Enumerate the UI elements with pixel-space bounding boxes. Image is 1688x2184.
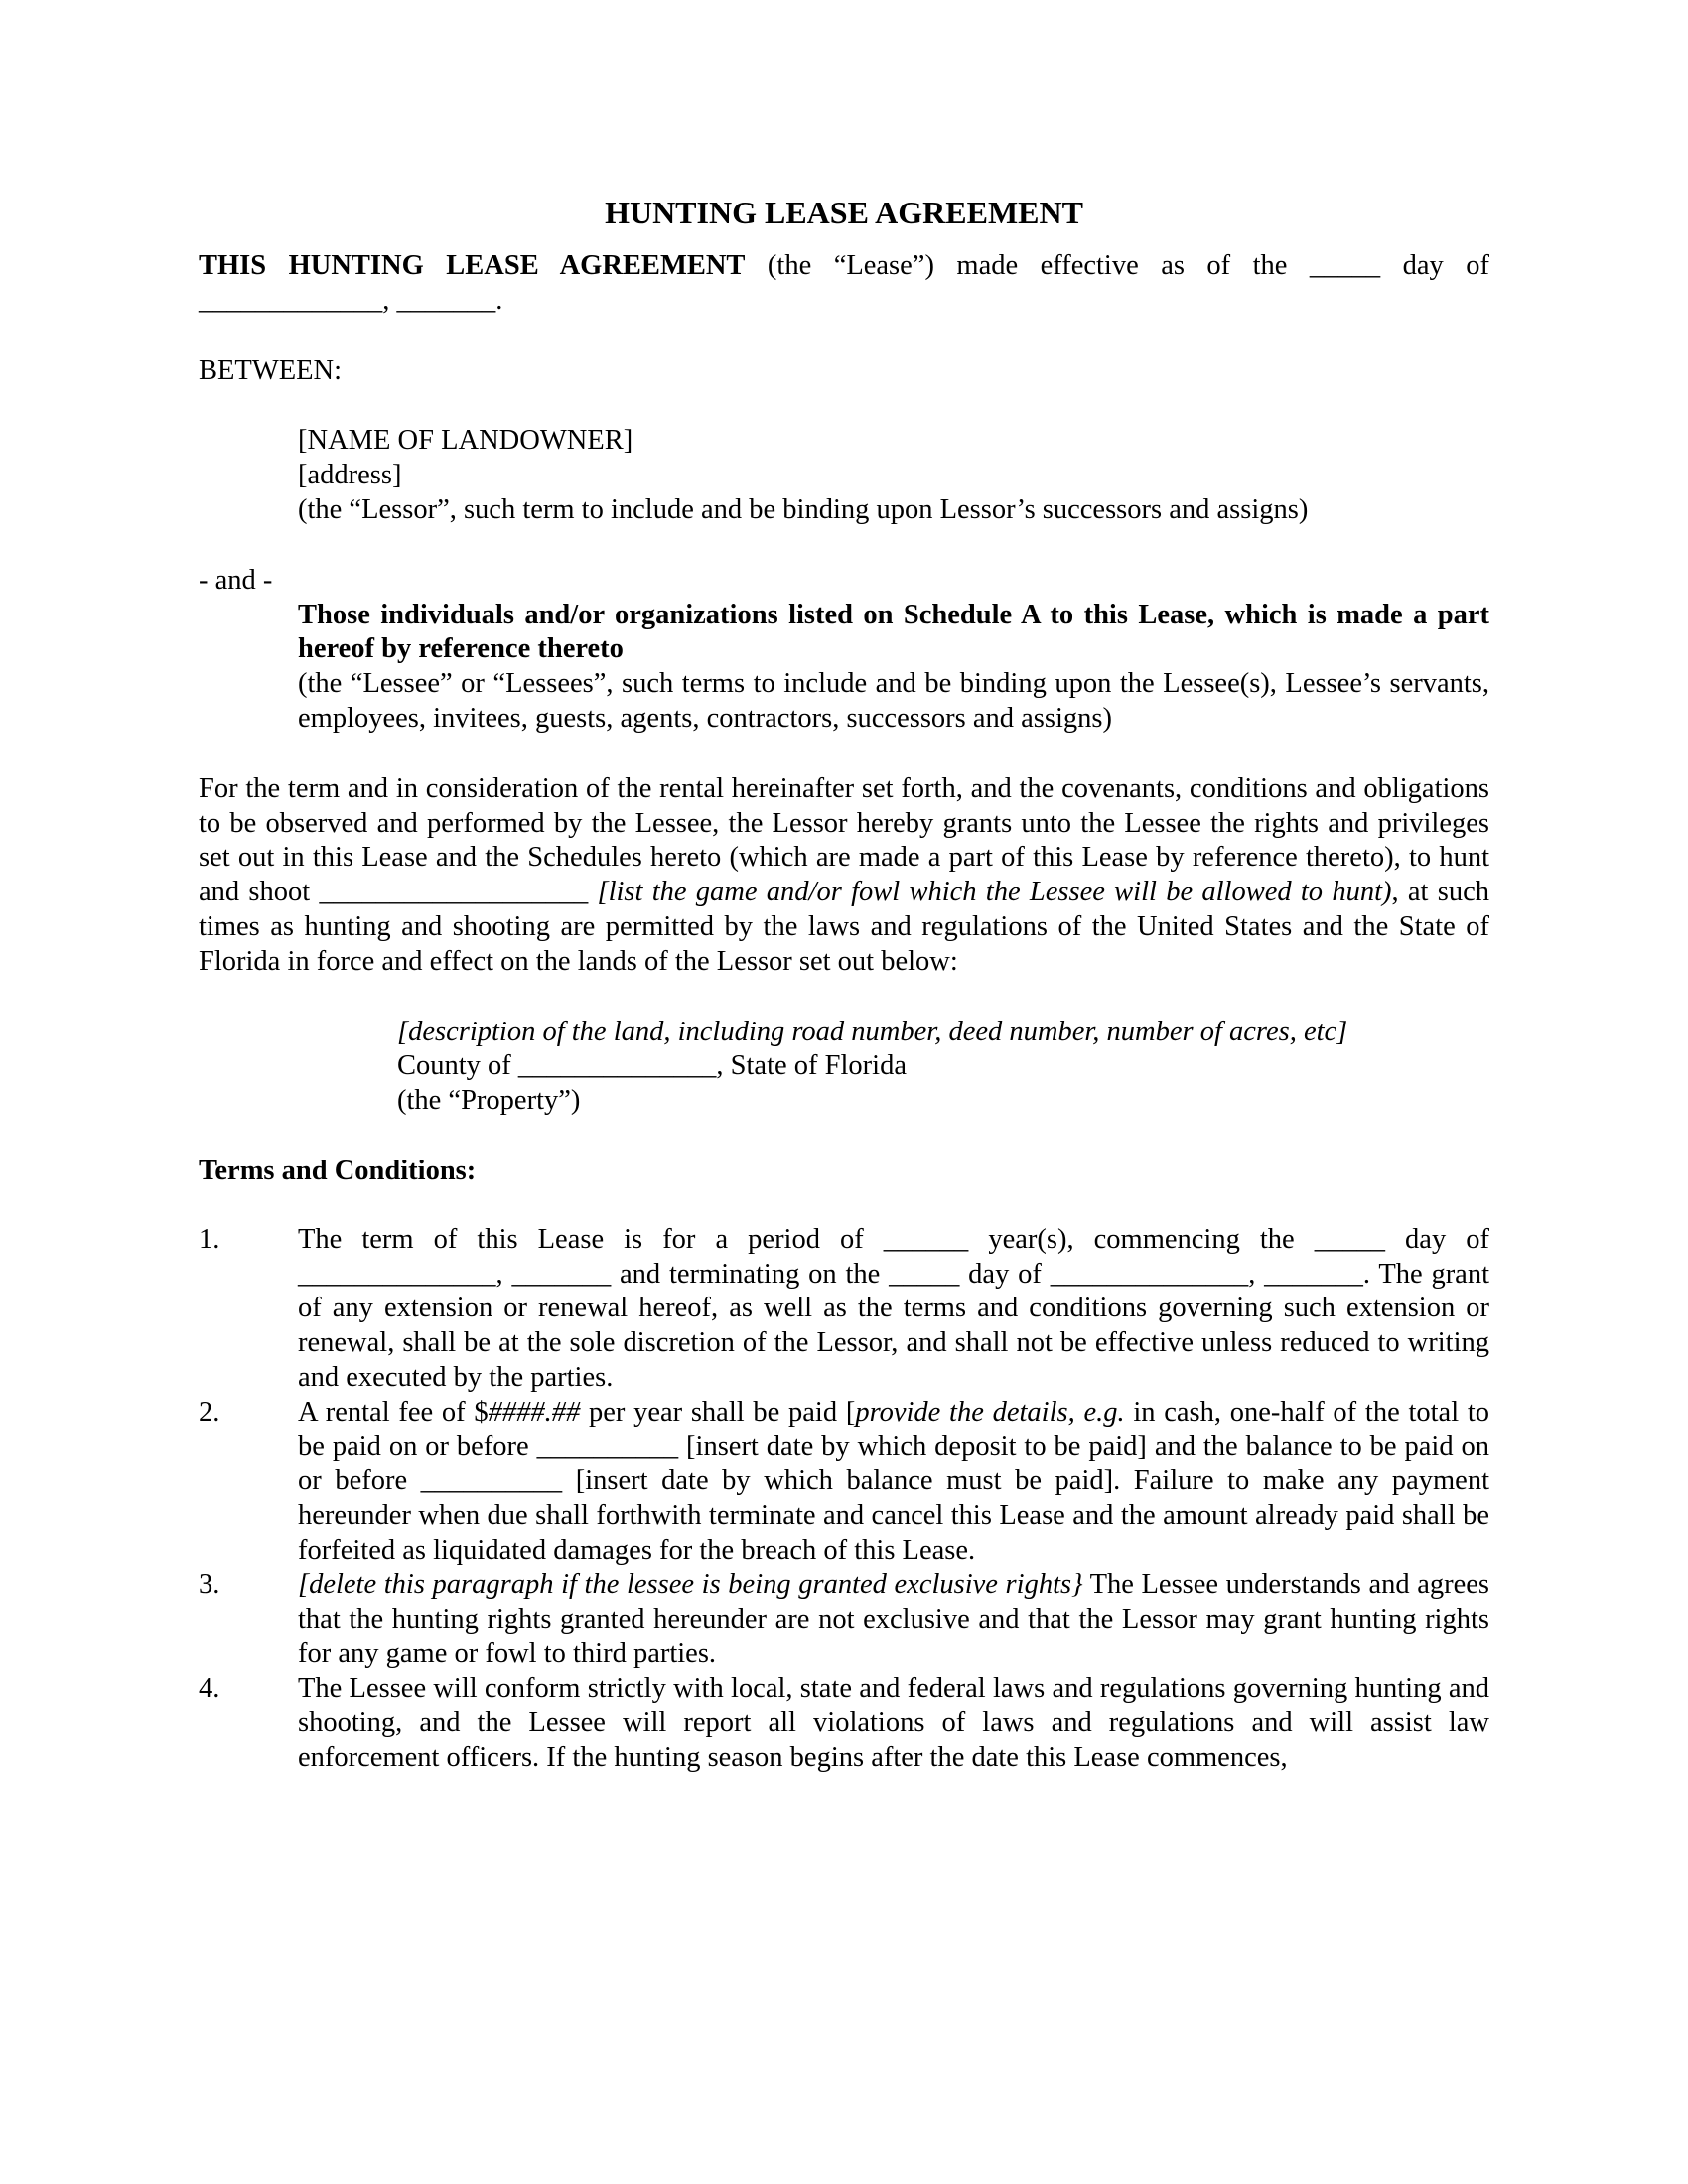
clause-1: [199, 1223, 1489, 1396]
clause-2-part1: A rental fee of $: [298, 1396, 489, 1428]
intro-rest: (the “Lease”) made effective as of the _____ day of _____________, _______.: [199, 250, 1489, 316]
grant-part1: For the term and in consideration of the rental hereinafter set forth, and the covenants, conditions and obligations to be observed and performed by the Lessee, the Lessor hereby grants unto the Lessee the rights and privileges set out in this Lease and the Schedules hereto (which are made a part of this Lease by reference thereto), to hunt and shoot ___________________: [199, 772, 1489, 908]
clause-2-italic: provide the details, e.g.: [855, 1396, 1125, 1428]
clause-2: [199, 1396, 1489, 1569]
grant-italic: [list the game and/or fowl which the Lessee will be allowed to hunt): [597, 877, 1392, 908]
clause-2-amount: ####.##: [488, 1396, 581, 1428]
clause-2-part3: in cash, one-half of the total to be paid on or before __________ [insert date by which deposit to be paid] and the balance to be paid on or before __________ [insert date by which balance must be paid]. Failure to make any payment hereunder when due shall forthwith terminate and cancel this Lease and the amount already paid shall be forfeited as liquidated damages for the breach of this Lease.: [298, 1396, 1490, 1566]
intro-bold: THIS HUNTING LEASE AGREEMENT: [199, 250, 746, 281]
and-separator: - and -: [199, 564, 273, 596]
between-label: BETWEEN:: [199, 354, 343, 386]
grant-paragraph: [199, 772, 1489, 980]
clause-3-number: 3.: [199, 1569, 220, 1600]
property-block: [397, 1016, 1489, 1119]
clause-1-number: 1.: [199, 1223, 220, 1255]
lessor-name: [NAME OF LANDOWNER]: [298, 425, 633, 457]
intro-paragraph: [199, 249, 1489, 319]
document-page: [199, 194, 1489, 1775]
clause-1-text: The term of this Lease is for a period of ______ year(s), commencing the _____ day of ______________, _______ and terminating on the _____ day of ______________, _______. The grant of any extension or renewal hereof, as well as the terms and conditions governing such extension or renewal, shall be at the sole discretion of the Lessor, and shall not be effective unless reduced to writing and executed by the parties.: [298, 1223, 1489, 1393]
clause-3: [199, 1569, 1489, 1672]
lessee-bold: Those individuals and/or organizations listed on Schedule A to this Lease, which is made a part hereof by reference thereto: [298, 599, 1489, 665]
clause-2-part2: per year shall be paid [: [580, 1396, 856, 1428]
lessor-address: [address]: [298, 460, 402, 491]
lessee-block: [298, 599, 1489, 737]
clause-3-italic: [delete this paragraph if the lessee is being granted exclusive rights}: [298, 1569, 1083, 1600]
clause-4: [199, 1672, 1489, 1775]
clause-4-number: 4.: [199, 1673, 220, 1705]
lessor-definition: (the “Lessor”, such term to include and be binding upon Lessor’s successors and assigns): [298, 493, 1309, 525]
clause-2-number: 2.: [199, 1396, 220, 1428]
property-definition: (the “Property”): [397, 1085, 581, 1117]
property-description: [description of the land, including road number, deed number, number of acres, etc]: [397, 1016, 1348, 1047]
lessee-definition: (the “Lessee” or “Lessees”, such terms to include and be binding upon the Lessee(s), Lessee’s servants, employees, invitees, guests, agents, contractors, successors and assigns): [298, 668, 1489, 734]
clause-3-text: The Lessee understands and agrees that the hunting rights granted hereunder are not exclusive and that the Lessor may grant hunting rights for any game or fowl to third parties.: [298, 1569, 1489, 1670]
grant-part2: , at such times as hunting and shooting are permitted by the laws and regulations of the United States and the State of Florida in force and effect on the lands of the Lessor set out below:: [199, 877, 1489, 977]
property-county: County of ______________, State of Florida: [397, 1050, 907, 1082]
clause-4-text: The Lessee will conform strictly with local, state and federal laws and regulations governing hunting and shooting, and the Lessee will report all violations of laws and regulations and will assist law enforcement officers. If the hunting season begins after the date this Lease commences,: [298, 1673, 1489, 1773]
lessor-block: [298, 424, 1489, 527]
terms-heading: Terms and Conditions:: [199, 1155, 477, 1186]
document-title: HUNTING LEASE AGREEMENT: [605, 195, 1083, 230]
